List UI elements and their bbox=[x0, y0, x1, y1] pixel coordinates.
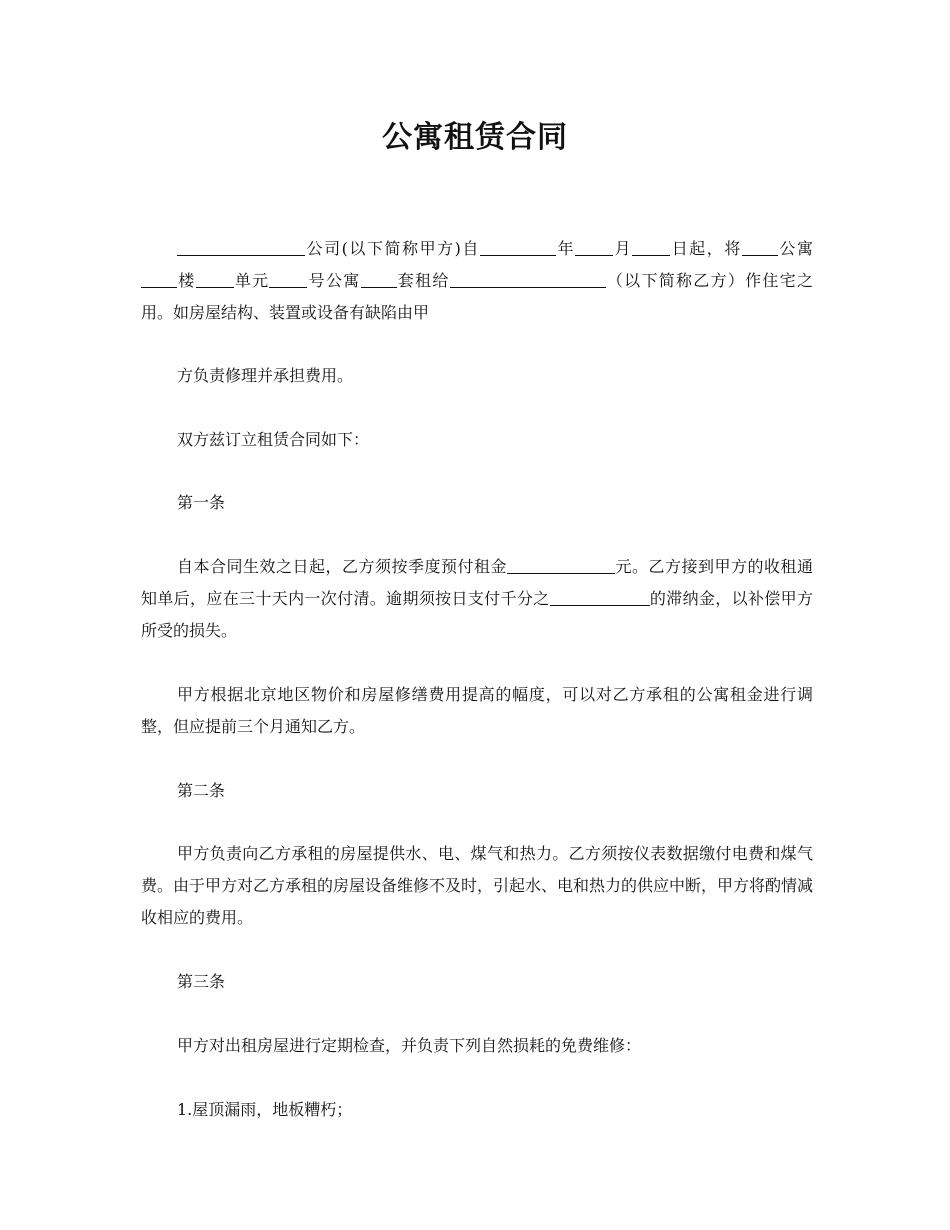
article-1-rent-paragraph: 自本合同生效之日起，乙方须按季度预付租金 元。乙方接到甲方的收租通知单后，应在三十天内一次付清。逾期须按日支付千分之 的滞纳金，以补偿甲方所受的损失。 bbox=[141, 557, 813, 640]
article-2-paragraph: 甲方负责向乙方承租的房屋提供水、电、煤气和热力。乙方须按仪表数据缴付电费和煤气费。由于甲方对乙方承租的房屋设备维修不及时，引起水、电和热力的供应中断，甲方将酌情减收相应的费用。 bbox=[141, 844, 814, 927]
blank-month bbox=[575, 238, 613, 256]
agreement-paragraph: 双方兹订立租赁合同如下： bbox=[177, 430, 370, 449]
blank-unit bbox=[196, 270, 234, 288]
blank-year bbox=[480, 238, 556, 256]
repair-paragraph: 方负责修理并承担费用。 bbox=[177, 366, 354, 385]
article-3-paragraph: 甲方对出租房屋进行定期检查，并负责下列自然损耗的免费维修： bbox=[177, 1036, 642, 1055]
blank-count bbox=[361, 270, 397, 288]
blank-building bbox=[141, 270, 177, 288]
blank-tenant bbox=[450, 270, 606, 288]
blank-number bbox=[269, 270, 307, 288]
blank-company bbox=[177, 238, 305, 256]
document-title: 公寓租赁合同 bbox=[382, 120, 568, 155]
blank-rent bbox=[507, 556, 615, 574]
intro-paragraph: 公司(以下简称甲方)自 年 月 日起，将 公寓楼 单元 号公寓 套租给 （以下简称乙方）作住宅之用。如房屋结构、装置或设备有缺陷由甲 bbox=[141, 239, 813, 322]
article-1-adjust-paragraph: 甲方根据北京地区物价和房屋修缮费用提高的幅度，可以对乙方承租的公寓租金进行调整，但应提前三个月通知乙方。 bbox=[141, 685, 813, 736]
article-3-heading: 第三条 bbox=[177, 972, 226, 991]
article-1-heading: 第一条 bbox=[177, 493, 226, 512]
blank-name bbox=[742, 238, 778, 256]
blank-penalty-rate bbox=[550, 588, 650, 606]
article-3-item-1: 1.屋顶漏雨，地板糟朽； bbox=[177, 1100, 353, 1119]
blank-day bbox=[632, 238, 670, 256]
article-2-heading: 第二条 bbox=[177, 781, 226, 800]
